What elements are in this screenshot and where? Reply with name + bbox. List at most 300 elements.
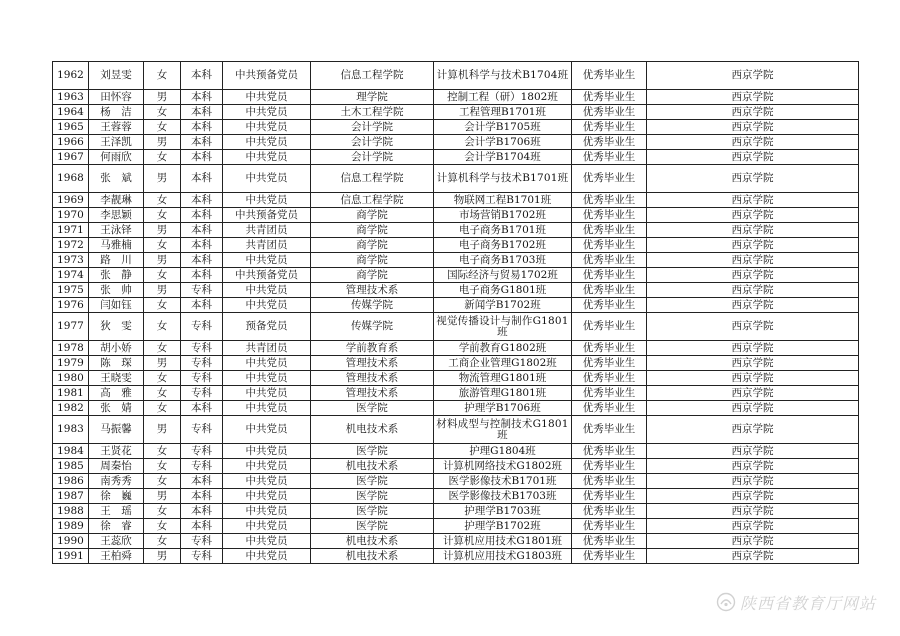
class-name-cell: 工程管理B1701班 — [434, 105, 572, 120]
education-level-cell: 专科 — [181, 534, 223, 549]
political-status-cell: 中共党员 — [223, 504, 311, 519]
table-row — [53, 371, 859, 386]
student-name-cell: 徐 巍 — [89, 489, 144, 504]
serial-number-cell: 1964 — [53, 105, 89, 120]
serial-number-cell: 1971 — [53, 223, 89, 238]
serial-number-cell: 1991 — [53, 549, 89, 564]
gender-cell: 女 — [144, 534, 181, 549]
graduate-roster-table — [52, 61, 859, 564]
school-name-cell: 西京学院 — [647, 459, 859, 474]
political-status-cell: 中共党员 — [223, 253, 311, 268]
school-name-cell: 西京学院 — [647, 474, 859, 489]
college-cell: 学前教育系 — [311, 341, 434, 356]
education-level-cell: 本科 — [181, 401, 223, 416]
emblem-icon — [716, 592, 736, 612]
political-status-cell: 中共党员 — [223, 459, 311, 474]
college-cell: 会计学院 — [311, 135, 434, 150]
table-row — [53, 298, 859, 313]
gender-cell: 女 — [144, 313, 181, 341]
serial-number-cell: 1985 — [53, 459, 89, 474]
student-name-cell: 周秦怡 — [89, 459, 144, 474]
class-name-cell: 会计学B1704班 — [434, 150, 572, 165]
political-status-cell: 中共党员 — [223, 489, 311, 504]
student-name-cell: 狄 雯 — [89, 313, 144, 341]
class-name-cell: 学前教育G1802班 — [434, 341, 572, 356]
political-status-cell: 中共预备党员 — [223, 62, 311, 90]
college-cell: 传媒学院 — [311, 298, 434, 313]
student-name-cell: 张 婧 — [89, 401, 144, 416]
serial-number-cell: 1984 — [53, 444, 89, 459]
college-cell: 管理技术系 — [311, 283, 434, 298]
political-status-cell: 中共党员 — [223, 401, 311, 416]
award-title-cell: 优秀毕业生 — [572, 313, 647, 341]
college-cell: 理学院 — [311, 90, 434, 105]
roster-body — [53, 62, 859, 564]
political-status-cell: 中共党员 — [223, 283, 311, 298]
gender-cell: 女 — [144, 62, 181, 90]
award-title-cell: 优秀毕业生 — [572, 62, 647, 90]
serial-number-cell: 1972 — [53, 238, 89, 253]
school-name-cell: 西京学院 — [647, 135, 859, 150]
gender-cell: 女 — [144, 386, 181, 401]
education-level-cell: 本科 — [181, 253, 223, 268]
serial-number-cell: 1986 — [53, 474, 89, 489]
class-name-cell: 材料成型与控制技术G1801班 — [434, 416, 572, 444]
award-title-cell: 优秀毕业生 — [572, 489, 647, 504]
political-status-cell: 预备党员 — [223, 313, 311, 341]
award-title-cell: 优秀毕业生 — [572, 165, 647, 193]
college-cell: 医学院 — [311, 504, 434, 519]
education-level-cell: 本科 — [181, 238, 223, 253]
award-title-cell: 优秀毕业生 — [572, 283, 647, 298]
table-row — [53, 313, 859, 341]
gender-cell: 女 — [144, 444, 181, 459]
table-row — [53, 549, 859, 564]
education-level-cell: 专科 — [181, 313, 223, 341]
school-name-cell: 西京学院 — [647, 401, 859, 416]
table-row — [53, 105, 859, 120]
student-name-cell: 王蓉蓉 — [89, 120, 144, 135]
award-title-cell: 优秀毕业生 — [572, 253, 647, 268]
gender-cell: 女 — [144, 519, 181, 534]
serial-number-cell: 1969 — [53, 193, 89, 208]
education-level-cell: 专科 — [181, 283, 223, 298]
gender-cell: 女 — [144, 504, 181, 519]
serial-number-cell: 1974 — [53, 268, 89, 283]
education-level-cell: 专科 — [181, 549, 223, 564]
table-row — [53, 401, 859, 416]
serial-number-cell: 1970 — [53, 208, 89, 223]
award-title-cell: 优秀毕业生 — [572, 371, 647, 386]
gender-cell: 女 — [144, 120, 181, 135]
political-status-cell: 中共党员 — [223, 193, 311, 208]
education-level-cell: 本科 — [181, 519, 223, 534]
student-name-cell: 王柏舜 — [89, 549, 144, 564]
student-name-cell: 陈 琛 — [89, 356, 144, 371]
award-title-cell: 优秀毕业生 — [572, 223, 647, 238]
school-name-cell: 西京学院 — [647, 150, 859, 165]
political-status-cell: 中共党员 — [223, 549, 311, 564]
table-row — [53, 223, 859, 238]
student-name-cell: 田怀容 — [89, 90, 144, 105]
school-name-cell: 西京学院 — [647, 444, 859, 459]
student-name-cell: 刘昱雯 — [89, 62, 144, 90]
college-cell: 医学院 — [311, 489, 434, 504]
gender-cell: 女 — [144, 105, 181, 120]
education-level-cell: 专科 — [181, 444, 223, 459]
student-name-cell: 王 瑶 — [89, 504, 144, 519]
serial-number-cell: 1983 — [53, 416, 89, 444]
table-row — [53, 165, 859, 193]
award-title-cell: 优秀毕业生 — [572, 459, 647, 474]
political-status-cell: 中共党员 — [223, 165, 311, 193]
serial-number-cell: 1978 — [53, 341, 89, 356]
education-level-cell: 本科 — [181, 135, 223, 150]
class-name-cell: 电子商务B1702班 — [434, 238, 572, 253]
serial-number-cell: 1982 — [53, 401, 89, 416]
class-name-cell: 物流管理G1801班 — [434, 371, 572, 386]
college-cell: 信息工程学院 — [311, 193, 434, 208]
table-row — [53, 135, 859, 150]
gender-cell: 女 — [144, 401, 181, 416]
college-cell: 信息工程学院 — [311, 165, 434, 193]
education-level-cell: 专科 — [181, 416, 223, 444]
class-name-cell: 护理学B1706班 — [434, 401, 572, 416]
gender-cell: 女 — [144, 371, 181, 386]
class-name-cell: 市场营销B1702班 — [434, 208, 572, 223]
table-row — [53, 62, 859, 90]
school-name-cell: 西京学院 — [647, 62, 859, 90]
serial-number-cell: 1963 — [53, 90, 89, 105]
political-status-cell: 共青团员 — [223, 238, 311, 253]
serial-number-cell: 1962 — [53, 62, 89, 90]
award-title-cell: 优秀毕业生 — [572, 416, 647, 444]
college-cell: 管理技术系 — [311, 371, 434, 386]
school-name-cell: 西京学院 — [647, 208, 859, 223]
award-title-cell: 优秀毕业生 — [572, 386, 647, 401]
gender-cell: 女 — [144, 474, 181, 489]
award-title-cell: 优秀毕业生 — [572, 238, 647, 253]
class-name-cell: 旅游管理G1801班 — [434, 386, 572, 401]
political-status-cell: 中共党员 — [223, 416, 311, 444]
serial-number-cell: 1976 — [53, 298, 89, 313]
college-cell: 医学院 — [311, 401, 434, 416]
student-name-cell: 张 静 — [89, 268, 144, 283]
student-name-cell: 张 斌 — [89, 165, 144, 193]
student-name-cell: 王蕊欣 — [89, 534, 144, 549]
school-name-cell: 西京学院 — [647, 283, 859, 298]
gender-cell: 男 — [144, 356, 181, 371]
class-name-cell: 电子商务B1701班 — [434, 223, 572, 238]
award-title-cell: 优秀毕业生 — [572, 504, 647, 519]
student-name-cell: 王贤花 — [89, 444, 144, 459]
table-row — [53, 238, 859, 253]
education-level-cell: 专科 — [181, 371, 223, 386]
college-cell: 会计学院 — [311, 120, 434, 135]
class-name-cell: 护理G1804班 — [434, 444, 572, 459]
school-name-cell: 西京学院 — [647, 268, 859, 283]
gender-cell: 女 — [144, 268, 181, 283]
table-row — [53, 341, 859, 356]
school-name-cell: 西京学院 — [647, 549, 859, 564]
school-name-cell: 西京学院 — [647, 386, 859, 401]
student-name-cell: 李靓琳 — [89, 193, 144, 208]
serial-number-cell: 1979 — [53, 356, 89, 371]
college-cell: 管理技术系 — [311, 386, 434, 401]
serial-number-cell: 1990 — [53, 534, 89, 549]
student-name-cell: 南秀秀 — [89, 474, 144, 489]
college-cell: 商学院 — [311, 268, 434, 283]
class-name-cell: 医学影像技术B1701班 — [434, 474, 572, 489]
college-cell: 商学院 — [311, 223, 434, 238]
student-name-cell: 胡小娇 — [89, 341, 144, 356]
gender-cell: 女 — [144, 238, 181, 253]
class-name-cell: 会计学B1705班 — [434, 120, 572, 135]
class-name-cell: 护理学B1703班 — [434, 504, 572, 519]
class-name-cell: 国际经济与贸易1702班 — [434, 268, 572, 283]
school-name-cell: 西京学院 — [647, 371, 859, 386]
site-watermark — [716, 591, 892, 613]
political-status-cell: 中共党员 — [223, 150, 311, 165]
class-name-cell: 会计学B1706班 — [434, 135, 572, 150]
student-name-cell: 闫如钰 — [89, 298, 144, 313]
school-name-cell: 西京学院 — [647, 534, 859, 549]
education-level-cell: 本科 — [181, 268, 223, 283]
political-status-cell: 中共党员 — [223, 386, 311, 401]
class-name-cell: 控制工程（研）1802班 — [434, 90, 572, 105]
political-status-cell: 中共党员 — [223, 120, 311, 135]
serial-number-cell: 1981 — [53, 386, 89, 401]
class-name-cell: 视觉传播设计与制作G1801班 — [434, 313, 572, 341]
serial-number-cell: 1975 — [53, 283, 89, 298]
school-name-cell: 西京学院 — [647, 90, 859, 105]
education-level-cell: 专科 — [181, 459, 223, 474]
award-title-cell: 优秀毕业生 — [572, 150, 647, 165]
political-status-cell: 共青团员 — [223, 223, 311, 238]
award-title-cell: 优秀毕业生 — [572, 534, 647, 549]
education-level-cell: 专科 — [181, 356, 223, 371]
table-row — [53, 120, 859, 135]
award-title-cell: 优秀毕业生 — [572, 193, 647, 208]
education-level-cell: 本科 — [181, 474, 223, 489]
school-name-cell: 西京学院 — [647, 238, 859, 253]
student-name-cell: 张 帅 — [89, 283, 144, 298]
award-title-cell: 优秀毕业生 — [572, 90, 647, 105]
education-level-cell: 本科 — [181, 90, 223, 105]
award-title-cell: 优秀毕业生 — [572, 341, 647, 356]
school-name-cell: 西京学院 — [647, 416, 859, 444]
serial-number-cell: 1968 — [53, 165, 89, 193]
table-row — [53, 459, 859, 474]
award-title-cell: 优秀毕业生 — [572, 135, 647, 150]
table-row — [53, 283, 859, 298]
gender-cell: 女 — [144, 208, 181, 223]
award-title-cell: 优秀毕业生 — [572, 519, 647, 534]
school-name-cell: 西京学院 — [647, 341, 859, 356]
serial-number-cell: 1966 — [53, 135, 89, 150]
student-name-cell: 王泽凯 — [89, 135, 144, 150]
table-row — [53, 474, 859, 489]
school-name-cell: 西京学院 — [647, 313, 859, 341]
college-cell: 医学院 — [311, 474, 434, 489]
education-level-cell: 本科 — [181, 193, 223, 208]
class-name-cell: 新闻学B1702班 — [434, 298, 572, 313]
table-row — [53, 90, 859, 105]
serial-number-cell: 1980 — [53, 371, 89, 386]
education-level-cell: 本科 — [181, 489, 223, 504]
student-name-cell: 马振馨 — [89, 416, 144, 444]
table-row — [53, 504, 859, 519]
gender-cell: 男 — [144, 90, 181, 105]
gender-cell: 女 — [144, 193, 181, 208]
school-name-cell: 西京学院 — [647, 519, 859, 534]
serial-number-cell: 1965 — [53, 120, 89, 135]
college-cell: 商学院 — [311, 238, 434, 253]
political-status-cell: 共青团员 — [223, 341, 311, 356]
college-cell: 商学院 — [311, 253, 434, 268]
school-name-cell: 西京学院 — [647, 356, 859, 371]
school-name-cell: 西京学院 — [647, 120, 859, 135]
school-name-cell: 西京学院 — [647, 489, 859, 504]
gender-cell: 女 — [144, 341, 181, 356]
college-cell: 土木工程学院 — [311, 105, 434, 120]
education-level-cell: 专科 — [181, 386, 223, 401]
school-name-cell: 西京学院 — [647, 105, 859, 120]
watermark-text: 陕西省教育厅网站 — [740, 593, 877, 613]
award-title-cell: 优秀毕业生 — [572, 444, 647, 459]
student-name-cell: 王晓雯 — [89, 371, 144, 386]
gender-cell: 男 — [144, 549, 181, 564]
table-row — [53, 150, 859, 165]
school-name-cell: 西京学院 — [647, 298, 859, 313]
class-name-cell: 电子商务G1801班 — [434, 283, 572, 298]
gender-cell: 男 — [144, 416, 181, 444]
class-name-cell: 计算机应用技术G1801班 — [434, 534, 572, 549]
class-name-cell: 电子商务B1703班 — [434, 253, 572, 268]
class-name-cell: 计算机网络技术G1802班 — [434, 459, 572, 474]
school-name-cell: 西京学院 — [647, 253, 859, 268]
gender-cell: 男 — [144, 283, 181, 298]
college-cell: 会计学院 — [311, 150, 434, 165]
serial-number-cell: 1988 — [53, 504, 89, 519]
table-row — [53, 356, 859, 371]
political-status-cell: 中共预备党员 — [223, 268, 311, 283]
table-row — [53, 416, 859, 444]
political-status-cell: 中共党员 — [223, 371, 311, 386]
education-level-cell: 本科 — [181, 105, 223, 120]
class-name-cell: 医学影像技术B1703班 — [434, 489, 572, 504]
gender-cell: 女 — [144, 150, 181, 165]
gender-cell: 男 — [144, 135, 181, 150]
award-title-cell: 优秀毕业生 — [572, 298, 647, 313]
award-title-cell: 优秀毕业生 — [572, 474, 647, 489]
gender-cell: 男 — [144, 489, 181, 504]
student-name-cell: 路 川 — [89, 253, 144, 268]
class-name-cell: 计算机科学与技术B1701班 — [434, 165, 572, 193]
gender-cell: 女 — [144, 298, 181, 313]
college-cell: 医学院 — [311, 519, 434, 534]
table-row — [53, 386, 859, 401]
serial-number-cell: 1967 — [53, 150, 89, 165]
table-row — [53, 208, 859, 223]
political-status-cell: 中共党员 — [223, 519, 311, 534]
award-title-cell: 优秀毕业生 — [572, 105, 647, 120]
school-name-cell: 西京学院 — [647, 223, 859, 238]
school-name-cell: 西京学院 — [647, 193, 859, 208]
table-row — [53, 444, 859, 459]
education-level-cell: 本科 — [181, 208, 223, 223]
college-cell: 传媒学院 — [311, 313, 434, 341]
gender-cell: 女 — [144, 459, 181, 474]
table-row — [53, 534, 859, 549]
political-status-cell: 中共党员 — [223, 474, 311, 489]
education-level-cell: 本科 — [181, 504, 223, 519]
education-level-cell: 本科 — [181, 223, 223, 238]
education-level-cell: 本科 — [181, 150, 223, 165]
political-status-cell: 中共党员 — [223, 105, 311, 120]
award-title-cell: 优秀毕业生 — [572, 208, 647, 223]
class-name-cell: 物联网工程B1701班 — [434, 193, 572, 208]
political-status-cell: 中共党员 — [223, 90, 311, 105]
political-status-cell: 中共党员 — [223, 534, 311, 549]
gender-cell: 男 — [144, 253, 181, 268]
serial-number-cell: 1987 — [53, 489, 89, 504]
student-name-cell: 杨 洁 — [89, 105, 144, 120]
education-level-cell: 本科 — [181, 165, 223, 193]
education-level-cell: 专科 — [181, 341, 223, 356]
political-status-cell: 中共党员 — [223, 135, 311, 150]
student-name-cell: 马雅楠 — [89, 238, 144, 253]
education-level-cell: 本科 — [181, 298, 223, 313]
college-cell: 机电技术系 — [311, 549, 434, 564]
political-status-cell: 中共党员 — [223, 356, 311, 371]
class-name-cell: 计算机科学与技术B1704班 — [434, 62, 572, 90]
table-row — [53, 268, 859, 283]
class-name-cell: 计算机应用技术G1803班 — [434, 549, 572, 564]
college-cell: 机电技术系 — [311, 416, 434, 444]
college-cell: 医学院 — [311, 444, 434, 459]
political-status-cell: 中共党员 — [223, 298, 311, 313]
student-name-cell: 何雨欣 — [89, 150, 144, 165]
class-name-cell: 护理学B1702班 — [434, 519, 572, 534]
college-cell: 机电技术系 — [311, 534, 434, 549]
table-row — [53, 489, 859, 504]
education-level-cell: 本科 — [181, 120, 223, 135]
table-row — [53, 193, 859, 208]
award-title-cell: 优秀毕业生 — [572, 549, 647, 564]
award-title-cell: 优秀毕业生 — [572, 356, 647, 371]
college-cell: 商学院 — [311, 208, 434, 223]
serial-number-cell: 1977 — [53, 313, 89, 341]
student-name-cell: 徐 睿 — [89, 519, 144, 534]
college-cell: 机电技术系 — [311, 459, 434, 474]
student-name-cell: 高 雅 — [89, 386, 144, 401]
serial-number-cell: 1989 — [53, 519, 89, 534]
serial-number-cell: 1973 — [53, 253, 89, 268]
class-name-cell: 工商企业管理G1802班 — [434, 356, 572, 371]
gender-cell: 男 — [144, 223, 181, 238]
political-status-cell: 中共党员 — [223, 444, 311, 459]
award-title-cell: 优秀毕业生 — [572, 268, 647, 283]
college-cell: 管理技术系 — [311, 356, 434, 371]
award-title-cell: 优秀毕业生 — [572, 120, 647, 135]
college-cell: 信息工程学院 — [311, 62, 434, 90]
school-name-cell: 西京学院 — [647, 165, 859, 193]
education-level-cell: 本科 — [181, 62, 223, 90]
gender-cell: 男 — [144, 165, 181, 193]
student-name-cell: 王泳铎 — [89, 223, 144, 238]
school-name-cell: 西京学院 — [647, 504, 859, 519]
